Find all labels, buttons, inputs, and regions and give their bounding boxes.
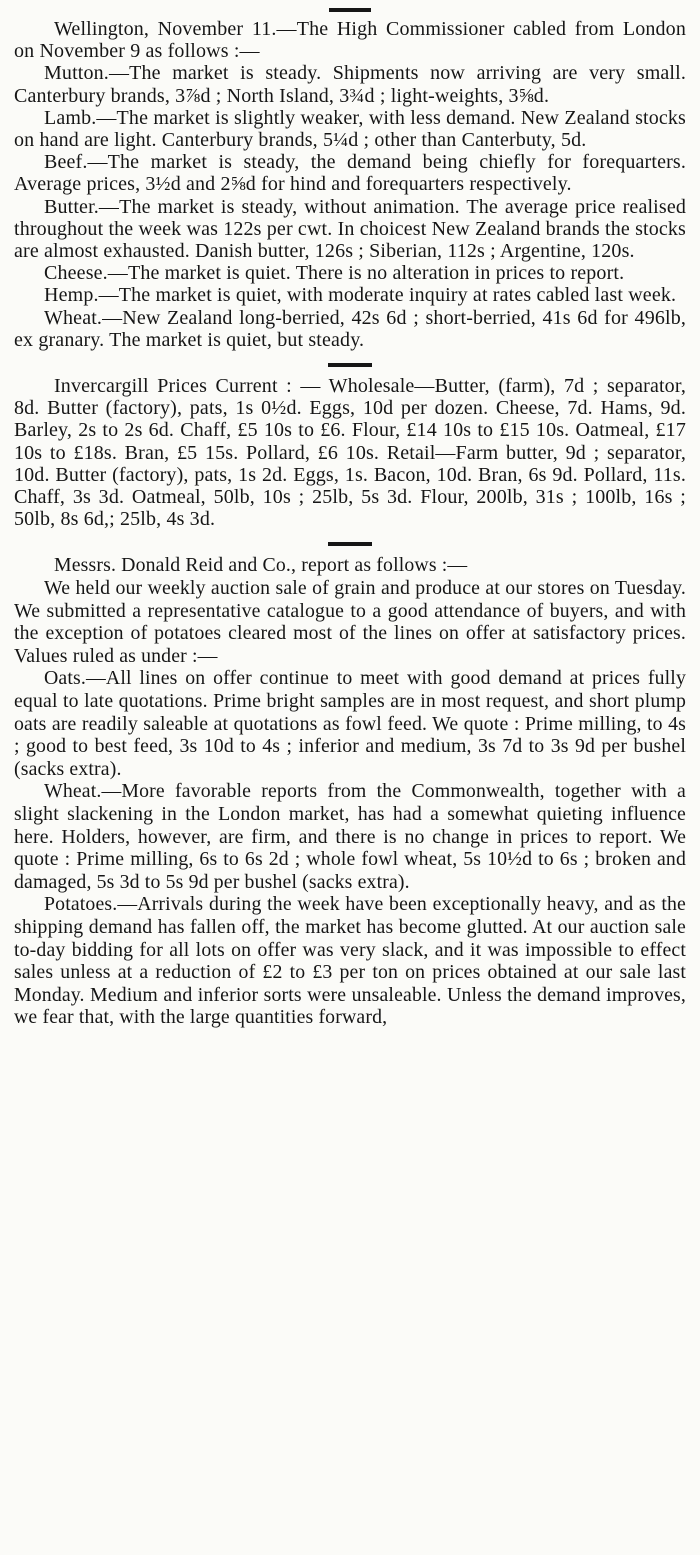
oats-paragraph: Oats.—All lines on offer continue to meet with good demand at prices fully equal to late quotations. Prime bright samples are in most request, and short plump oats are readily saleable at quotations as fowl feed. We quote : Prime milling, to 4s ; good to best feed, 3s 10d to 4s ; inferior and medium, 3s 7d to 3s 9d per bushel (sacks extra).	[14, 667, 686, 780]
section-divider	[328, 363, 372, 367]
beef-paragraph: Beef.—The market is steady, the demand being chiefly for forequarters. Average prices, 3½d and 2⅝d for hind and forequarters respectively.	[14, 151, 686, 196]
cheese-paragraph: Cheese.—The market is quiet. There is no alteration in prices to report.	[44, 262, 625, 285]
hemp-paragraph: Hemp.—The market is quiet, with moderate inquiry at rates cabled last week.	[44, 284, 677, 307]
report-intro: Wellington, November 11.—The High Commissioner cabled from London on November 9 as follows :—	[14, 18, 686, 63]
section-divider	[328, 542, 372, 546]
high-commissioner-report	[14, 18, 686, 351]
donald-reid-report	[14, 554, 686, 1028]
invercargill-prices	[14, 375, 686, 530]
wheat-paragraph: Wheat.—More favorable reports from the Commonwealth, together with a slight slackening in the London market, has had a somewhat quieting influence here. Holders, however, are firm, and there is no change in prices to report. We quote : Prime milling, 6s to 6s 2d ; whole fowl wheat, 5s 10½d to 6s ; broken and damaged, 5s 3d to 5s 9d per bushel (sacks extra).	[14, 780, 686, 893]
wheat-paragraph: Wheat.—New Zealand long-berried, 42s 6d ; short-berried, 41s 6d for 496lb, ex granary. The market is quiet, but steady.	[14, 306, 686, 351]
auction-paragraph: We held our weekly auction sale of grain and produce at our stores on Tuesday. We submitted a representative catalogue to a good attendance of buyers, and with the exception of potatoes cleared most of the lines on offer at satisfactory prices. Values ruled as under :—	[14, 577, 686, 667]
butter-paragraph: Butter.—The market is steady, without animation. The average price realised throughout the week was 122s per cwt. In choicest New Zealand brands the stocks are almost exhausted. Danish butter, 126s ; Siberian, 112s ; Argentine, 120s.	[14, 195, 686, 263]
lamb-paragraph: Lamb.—The market is slightly weaker, with less demand. New Zealand stocks on hand are light. Canterbury brands, 5¼d ; other than Canterbuty, 5d.	[14, 106, 686, 152]
report-intro: Messrs. Donald Reid and Co., report as follows :—	[54, 554, 468, 577]
potatoes-paragraph: Potatoes.—Arrivals during the week have been exceptionally heavy, and as the shipping demand has fallen off, the market has become glutted. At our auction sale to-day bidding for all lots on offer was very slack, and it was impossible to effect sales unless at a reduction of £2 to £3 per ton on prices obtained at our sale last Monday. Medium and inferior sorts were unsaleable. Unless the demand improves, we fear that, with the large quantities forward,	[14, 893, 686, 1029]
prices-current-paragraph: Invercargill Prices Current : — Wholesale—Butter, (farm), 7d ; separator, 8d. Butter (factory), pats, 1s 0½d. Eggs, 10d per dozen. Cheese, 7d. Hams, 9d. Barley, 2s to 2s 6d. Chaff, £5 10s to £6. Flour, £14 10s to £15 10s. Oatmeal, £17 10s to £18s. Bran, £5 15s. Pollard, £6 10s. Retail—Farm butter, 9d ; separator, 10d. Butter (factory), pats, 1s 2d. Eggs, 1s. Bacon, 10d. Bran, 6s 9d. Pollard, 11s. Chaff, 3s 3d. Oatmeal, 50lb, 10s ; 25lb, 5s 3d. Flour, 200lb, 31s ; 100lb, 16s ; 50lb, 8s 6d,; 25lb, 4s 3d.	[14, 375, 686, 531]
mutton-paragraph: Mutton.—The market is steady. Shipments now arriving are very small. Canterbury brands, 3⅞d ; North Island, 3¾d ; light-weights, 3⅝d.	[14, 62, 686, 107]
newspaper-column	[0, 8, 700, 1555]
section-divider	[329, 8, 371, 12]
